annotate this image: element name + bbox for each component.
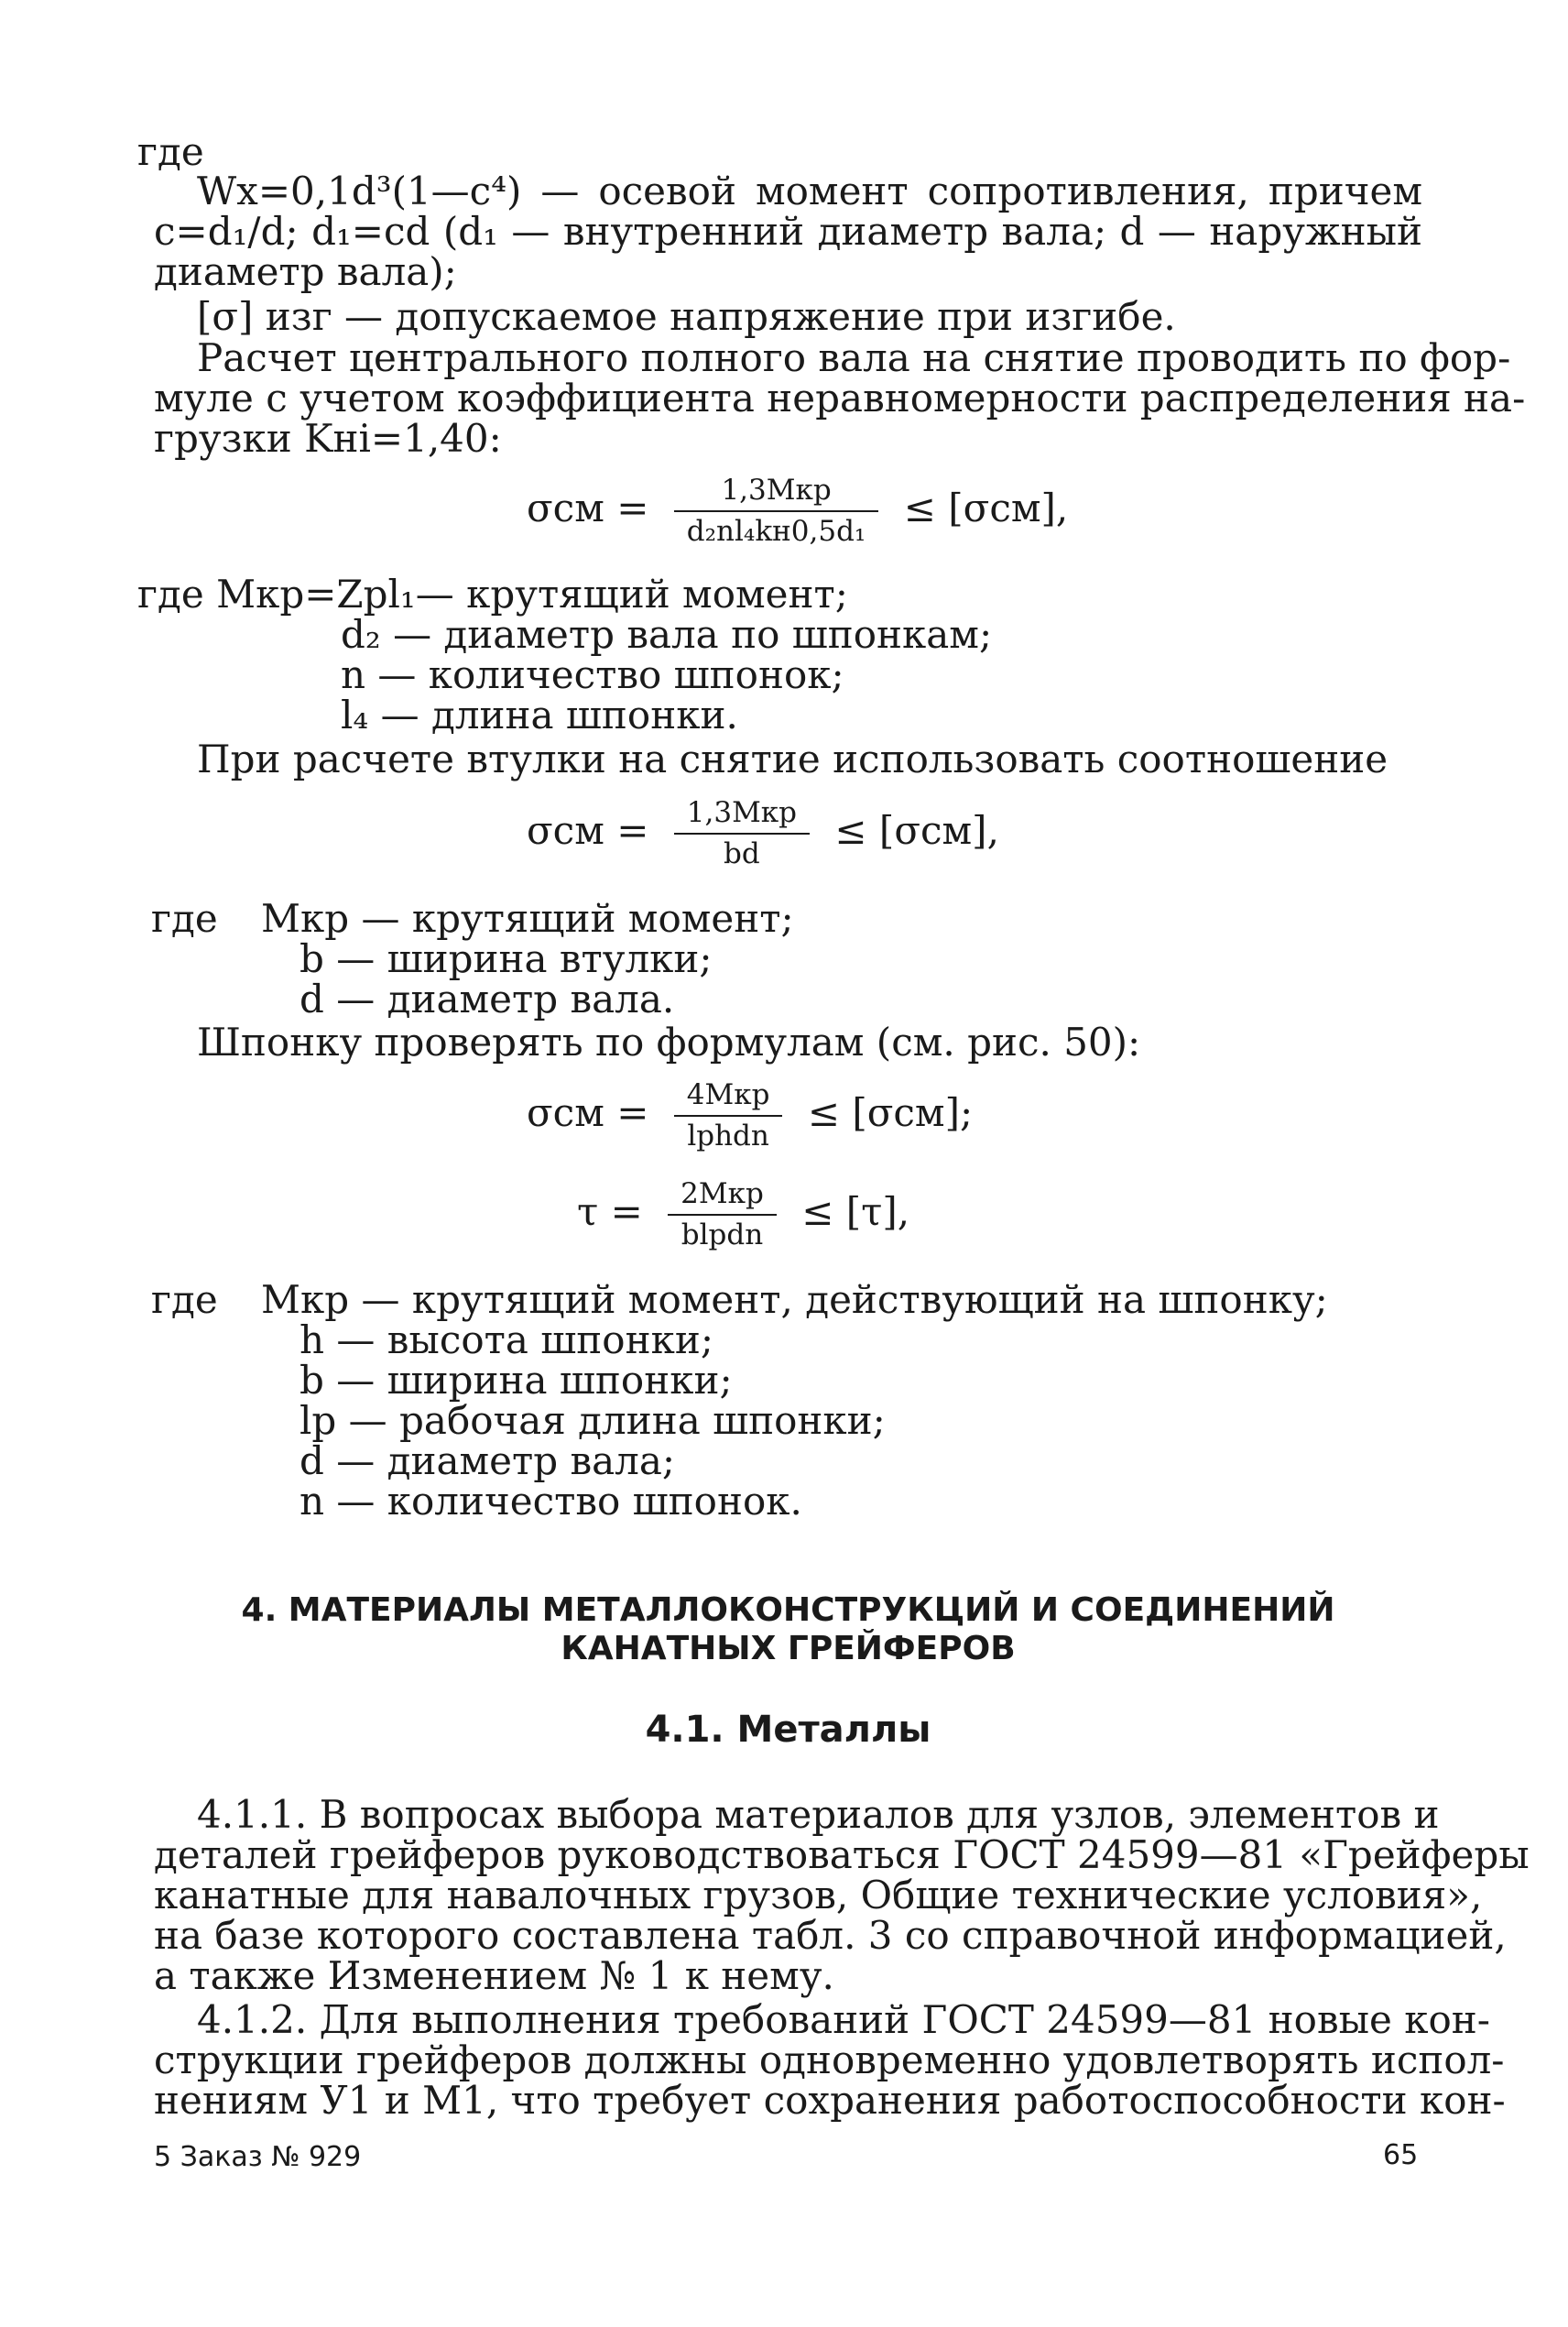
definition-line: b — ширина шпонки; [299, 1358, 733, 1403]
paragraph-line: а также Изменением № 1 к нему. [154, 1953, 834, 1998]
paragraph-line: Wx=0,1d³(1—c⁴) — осевой момент сопротивления, причем [197, 169, 1422, 213]
paragraph-line: на базе которого составлена табл. 3 со справочной информацией, [154, 1913, 1507, 1958]
paragraph-line: При расчете втулки на снятие использовать соотношение [197, 737, 1388, 781]
paragraph-line: муле с учетом коэффициента неравномерности распределения на- [154, 376, 1526, 421]
formula-key-bearing-stress [527, 1078, 974, 1153]
formula-rhs: ≤ [σсм], [834, 808, 999, 853]
formula-rhs: ≤ [τ], [801, 1189, 910, 1234]
formula-denominator: d₂nl₄kн0,5d₁ [686, 515, 866, 548]
formula-numerator: 1,3Mкр [674, 476, 879, 512]
where-label: где [151, 896, 218, 941]
formula-lhs: σсм = [527, 1090, 649, 1135]
paragraph-line: 4.1.1. В вопросах выбора материалов для узлов, элементов и [197, 1792, 1440, 1837]
formula-fraction [674, 796, 810, 870]
definition-line: b — ширина втулки; [299, 936, 713, 981]
paragraph-line: диаметр вала); [154, 249, 457, 294]
formula-lhs: τ = [577, 1189, 643, 1234]
definition-line: d — диаметр вала; [299, 1438, 676, 1483]
where-label: где [137, 129, 204, 174]
formula-fraction [668, 1177, 777, 1251]
paragraph-line: Шпонку проверять по формулам (см. рис. 50): [197, 1020, 1141, 1065]
formula-lhs: σсм = [527, 486, 649, 530]
definition-line: lр — рабочая длина шпонки; [299, 1398, 886, 1443]
sigma-definition: [σ] изг — допускаемое напряжение при изгибе. [197, 294, 1176, 339]
formula-numerator: 2Mкр [668, 1180, 777, 1216]
paragraph-line: 4.1.2. Для выполнения требований ГОСТ 24599—81 новые кон- [197, 1997, 1490, 2042]
section-heading: 4. МАТЕРИАЛЫ МЕТАЛЛОКОНСТРУКЦИЙ И СОЕДИНЕНИЙ [241, 1591, 1335, 1629]
definition-line: где Mкр=Zрl₁— крутящий момент; [137, 572, 848, 617]
formula-bearing-stress-shaft [527, 476, 1068, 546]
formula-denominator: lрhdn [687, 1120, 769, 1153]
paragraph-line: нениям У1 и М1, что требует сохранения работоспособности кон- [154, 2078, 1506, 2123]
paragraph-line: канатные для навалочных грузов, Общие технические условия», [154, 1873, 1483, 1917]
page-number: 65 [1383, 2139, 1419, 2171]
where-label: где [151, 1277, 218, 1322]
formula-denominator: bd [724, 837, 760, 870]
section-heading: КАНАТНЫХ ГРЕЙФЕРОВ [561, 1630, 1016, 1667]
paragraph-line: струкции грейферов должны одновременно удовлетворять испол- [154, 2037, 1505, 2082]
formula-key-shear-stress [577, 1177, 910, 1251]
definition-line: n — количество шпонок. [299, 1479, 802, 1524]
definition-line: n — количество шпонок; [341, 652, 844, 697]
formula-denominator: blрdn [681, 1218, 764, 1251]
definition-line: Mкр — крутящий момент; [261, 896, 794, 941]
formula-lhs: σсм = [527, 808, 649, 853]
definition-line: Mкр — крутящий момент, действующий на шпонку; [261, 1277, 1328, 1322]
print-order-note: 5 Заказ № 929 [154, 2141, 362, 2173]
formula-fraction [674, 1078, 783, 1153]
definition-line: d₂ — диаметр вала по шпонкам; [341, 612, 993, 657]
formula-fraction [674, 476, 879, 546]
definition-line: l₄ — длина шпонки. [341, 693, 738, 737]
formula-rhs: ≤ [σсм], [903, 486, 1069, 530]
paragraph-line: Расчет центрального полного вала на снятие проводить по фор- [197, 335, 1511, 380]
formula-bearing-stress-bushing [527, 796, 999, 870]
paragraph-line: грузки Kнi=1,40: [154, 416, 502, 461]
formula-rhs: ≤ [σсм]; [807, 1090, 974, 1135]
paragraph-line: деталей грейферов руководствоваться ГОСТ 24599—81 «Грейферы [154, 1832, 1530, 1877]
paragraph-line: c=d₁/d; d₁=cd (d₁ — внутренний диаметр вала; d — наружный [154, 209, 1422, 254]
subsection-heading: 4.1. Металлы [645, 1709, 931, 1751]
definition-line: h — высота шпонки; [299, 1317, 713, 1362]
definition-line: d — диаметр вала. [299, 977, 675, 1021]
formula-numerator: 4Mкр [674, 1081, 783, 1117]
formula-numerator: 1,3Mкр [674, 799, 810, 835]
